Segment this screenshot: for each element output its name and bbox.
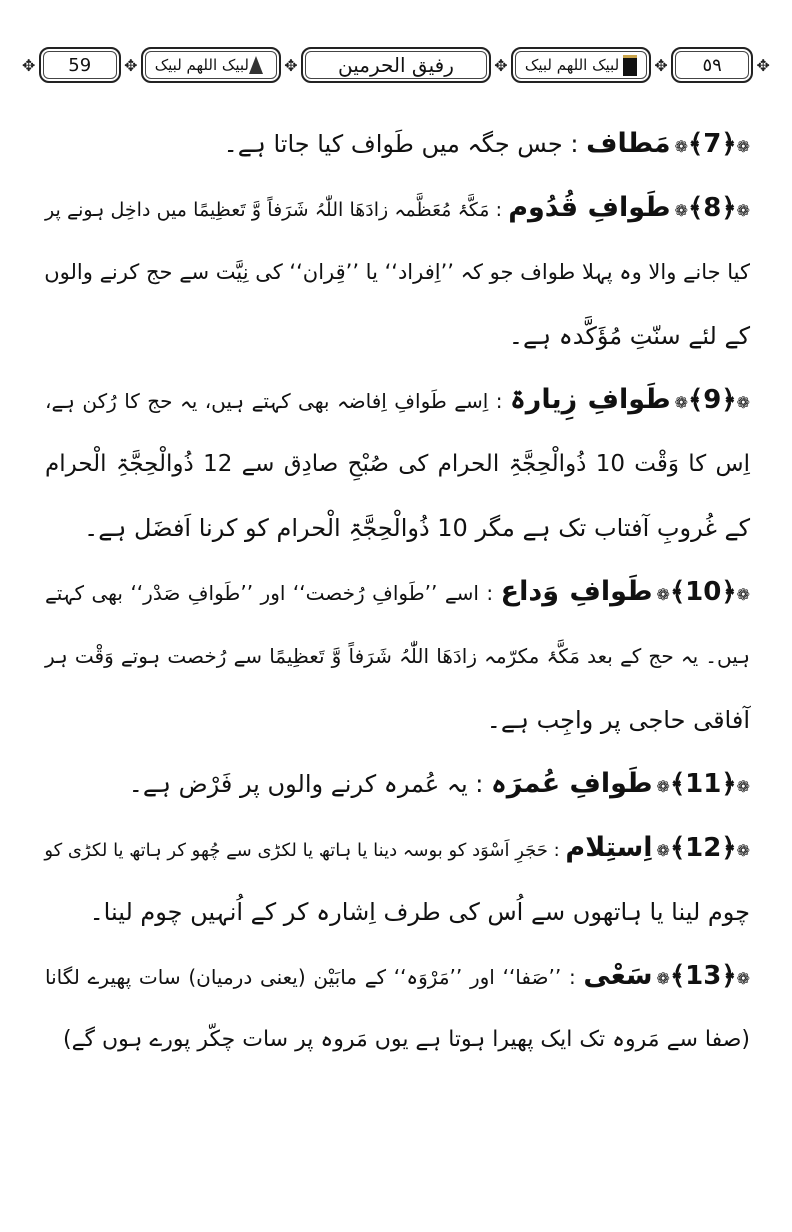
flower-icon: ❁	[674, 393, 689, 412]
header-label-left	[141, 47, 281, 83]
flower-icon: ❁	[736, 585, 750, 604]
entry-number: 8	[703, 193, 722, 223]
entry-term: طَوافِ وَداع	[500, 576, 653, 607]
entry-text: : مَکَّۂ مُعَظَّمہ زادَھَا اللّٰہُ شَرَفاً وَّ تَعظِیمًا میں داخِل ہونے پر	[45, 199, 503, 221]
entry-text: : اسے ’’طَوافِ رُخصت‘‘ اور ’’طَوافِ صَدْر‘‘ بھی کہتے	[45, 581, 494, 605]
entry-text: ہیں۔ یہ حج کے بعد مَکَّۂ مکرّمہ زادَھَا اللّٰہُ شَرَفاً وَّ تَعظِیمًا سے رُخصت ہوتے وَقْت ہر	[45, 644, 750, 668]
entry-text: : اِسے طَوافِ اِفاضہ بھی کہتے ہیں، یہ حج کا رُکن ہے،	[45, 389, 503, 413]
ornament-icon: ✥	[494, 55, 508, 75]
entry-number-badge: ❁﴿12﴾❁	[656, 833, 750, 863]
header-label-right	[511, 47, 651, 83]
entry-number: 10	[685, 577, 722, 607]
flower-icon: ❁	[736, 841, 750, 860]
entry-text: : جس جگہ میں طَواف کیا جاتا ہے۔	[223, 130, 579, 158]
entry-line	[45, 368, 750, 432]
flower-icon: ❁	[736, 777, 750, 796]
page-header	[22, 40, 770, 90]
entry-number: 12	[685, 833, 722, 863]
entry-number: 7	[703, 129, 722, 159]
entry-line	[45, 240, 750, 304]
entry-term: سَعْی	[583, 960, 653, 991]
flower-icon: ❁	[674, 201, 689, 220]
flower-icon: ❁	[736, 201, 750, 220]
kaaba-icon	[623, 55, 637, 76]
entry-number-badge: ❁﴿7﴾❁	[674, 129, 750, 159]
entry-line	[45, 752, 750, 816]
entry-text: آفاقی حاجی پر واجِب ہے۔	[486, 706, 750, 734]
ornament-icon: ✥	[654, 55, 668, 75]
page-number-latin: 59	[39, 47, 121, 83]
green-dome-icon	[249, 56, 263, 74]
entry-line	[45, 816, 750, 880]
ornament-icon: ✥	[22, 55, 36, 75]
flower-icon: ❁	[656, 969, 670, 988]
entry-number-badge: ❁﴿9﴾❁	[674, 385, 750, 415]
entry-term: مَطاف	[586, 128, 671, 159]
ornament-icon: ✥	[124, 55, 138, 75]
ornament-icon: ✥	[284, 55, 298, 75]
entry-text: : حَجَرِ اَسْوَد کو بوسہ دینا یا ہاتھ یا لکڑی سے چُھو کر ہاتھ یا لکڑی کو	[44, 840, 560, 861]
entry-line	[45, 944, 750, 1008]
entry-number: 9	[703, 385, 722, 415]
entry-line	[45, 560, 750, 624]
entry-line	[45, 432, 750, 496]
entry-line	[45, 112, 750, 176]
entry-text: کے غُروبِ آفتاب تک ہے مگر 10 ذُوالْحِجَّۃِ الْحرام کو کرنا اَفضَل ہے۔	[84, 514, 750, 542]
page-number-urdu: ٥٩	[671, 47, 753, 83]
entry-line	[45, 688, 750, 752]
entry-number-badge: ❁﴿13﴾❁	[656, 961, 750, 991]
flower-icon: ❁	[674, 137, 689, 156]
ornament-icon: ✥	[756, 55, 770, 75]
entry-line	[45, 880, 750, 944]
entry-line	[45, 304, 750, 368]
flower-icon: ❁	[736, 137, 750, 156]
entry-text: : ’’صَفا‘‘ اور ’’مَرْوَہ‘‘ کے مابَیْن (یعنی درمیان) سات پھیرے لگانا	[45, 965, 576, 989]
entry-number-badge: ❁﴿11﴾❁	[656, 769, 750, 799]
flower-icon: ❁	[736, 393, 750, 412]
entry-term: طَوافِ زِیارۃ	[509, 384, 671, 415]
flower-icon: ❁	[656, 585, 670, 604]
entry-term: اِستِلام	[565, 832, 653, 863]
entry-line	[45, 1008, 750, 1072]
entry-term: طَوافِ قُدُوم	[508, 192, 671, 223]
flower-icon: ❁	[736, 969, 750, 988]
entry-text: کے لئے سنّتِ مُؤَکَّدہ ہے۔	[508, 322, 750, 350]
entry-term: طَوافِ عُمرَہ	[490, 768, 653, 799]
book-title: رفیق الحرمین	[301, 47, 491, 83]
entry-number: 13	[685, 961, 722, 991]
page-body	[45, 112, 750, 1072]
flower-icon: ❁	[656, 841, 670, 860]
entry-number-badge: ❁﴿10﴾❁	[656, 577, 750, 607]
entry-line	[45, 176, 750, 240]
entry-line	[45, 496, 750, 560]
entry-text: : یہ عُمرہ کرنے والوں پر فَرْض ہے۔	[128, 770, 484, 798]
flower-icon: ❁	[656, 777, 670, 796]
entry-text: اِس کا وَقْت 10 ذُوالْحِجَّۃِ الحرام کی صُبْحِ صادِق سے 12 ذُوالْحِجَّۃِ الْحرام	[45, 451, 750, 477]
entry-number: 11	[685, 769, 722, 799]
entry-text: کیا جانے والا وہ پہلا طواف جو کہ ’’اِفراد‘‘ یا ’’قِران‘‘ کی نِیَّت سے حج کرنے والوں	[44, 260, 750, 284]
entry-text: چوم لینا یا ہاتھوں سے اُس کی طرف اِشارہ کر کے اُنہیں چوم لینا۔	[89, 898, 750, 926]
entry-text: (صفا سے مَروہ تک ایک پھیرا ہوتا ہے یوں مَروہ پر سات چکّر پورے ہوں گے)	[63, 1027, 750, 1052]
header-label-right-text: لبیک اللھم لبیک	[524, 56, 620, 74]
entry-number-badge: ❁﴿8﴾❁	[674, 193, 750, 223]
entry-line	[45, 624, 750, 688]
header-label-left-text: لبیک اللھم لبیک	[154, 56, 249, 74]
